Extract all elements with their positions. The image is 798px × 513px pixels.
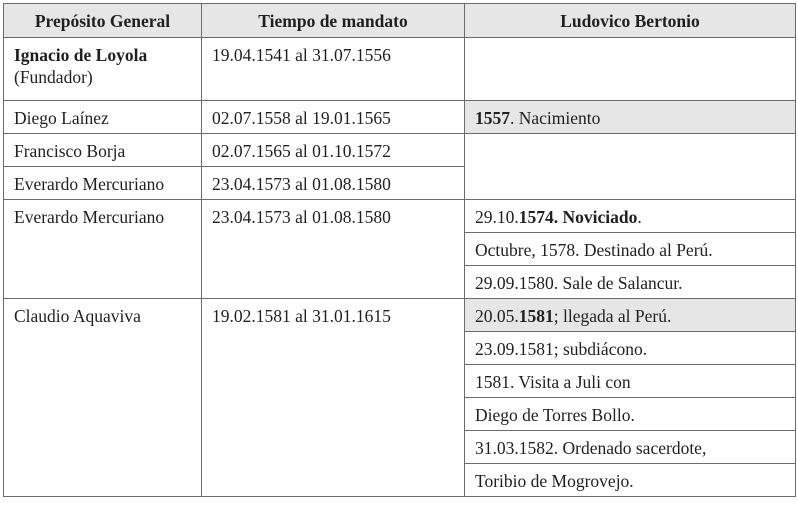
cell-name: Everardo Mercuriano: [4, 167, 202, 200]
cell-event-empty: [465, 38, 796, 101]
event-text: . Nacimiento: [510, 108, 601, 128]
cell-event: [465, 200, 796, 233]
cell-event: Octubre, 1578. Destinado al Perú.: [465, 233, 796, 266]
cell-name: Diego Laínez: [4, 101, 202, 134]
event-bold: 1574. Noviciado: [518, 207, 638, 227]
cell-period: 02.07.1565 al 01.10.1572: [202, 134, 465, 167]
table-wrapper: [3, 3, 796, 497]
header-tiempo: Tiempo de mandato: [202, 4, 465, 38]
header-row: [4, 4, 796, 38]
cell-name: Everardo Mercuriano: [4, 200, 202, 299]
event-date: 29.10.: [475, 207, 519, 227]
cell-event: Diego de Torres Bollo.: [465, 398, 796, 431]
cell-period: 19.04.1541 al 31.07.1556: [202, 38, 465, 101]
cell-event: [465, 101, 796, 134]
cell-period: 19.02.1581 al 31.01.1615: [202, 299, 465, 497]
event-date: 20.05.: [475, 306, 519, 326]
cell-event: 1581. Visita a Juli con: [465, 365, 796, 398]
cell-event: Toribio de Mogrovejo.: [465, 464, 796, 497]
cell-period: 23.04.1573 al 01.08.1580: [202, 200, 465, 299]
event-end: .: [637, 207, 642, 227]
general-name: Ignacio de Loyola: [14, 45, 148, 65]
cell-event-empty: [465, 134, 796, 200]
event-year: 1557: [475, 108, 510, 128]
cell-name: Francisco Borja: [4, 134, 202, 167]
event-end: ; llegada al Perú.: [553, 306, 672, 326]
table-row: [4, 299, 796, 332]
table-row: [4, 134, 796, 167]
cell-period: 23.04.1573 al 01.08.1580: [202, 167, 465, 200]
cell-event: [465, 299, 796, 332]
cell-event: 29.09.1580. Sale de Salancur.: [465, 266, 796, 299]
cell-name: [4, 38, 202, 101]
table-row: [4, 200, 796, 233]
cell-event: 31.03.1582. Ordenado sacerdote,: [465, 431, 796, 464]
table-row: [4, 38, 796, 101]
general-note: (Fundador): [14, 67, 93, 87]
table-row: [4, 101, 796, 134]
cell-period: 02.07.1558 al 19.01.1565: [202, 101, 465, 134]
header-bertonio: Ludovico Bertonio: [465, 4, 796, 38]
jesuit-generals-table: [3, 3, 796, 497]
cell-event: 23.09.1581; subdiácono.: [465, 332, 796, 365]
event-bold: 1581: [518, 306, 554, 326]
cell-name: Claudio Aquaviva: [4, 299, 202, 497]
header-preposito: Prepósito General: [4, 4, 202, 38]
